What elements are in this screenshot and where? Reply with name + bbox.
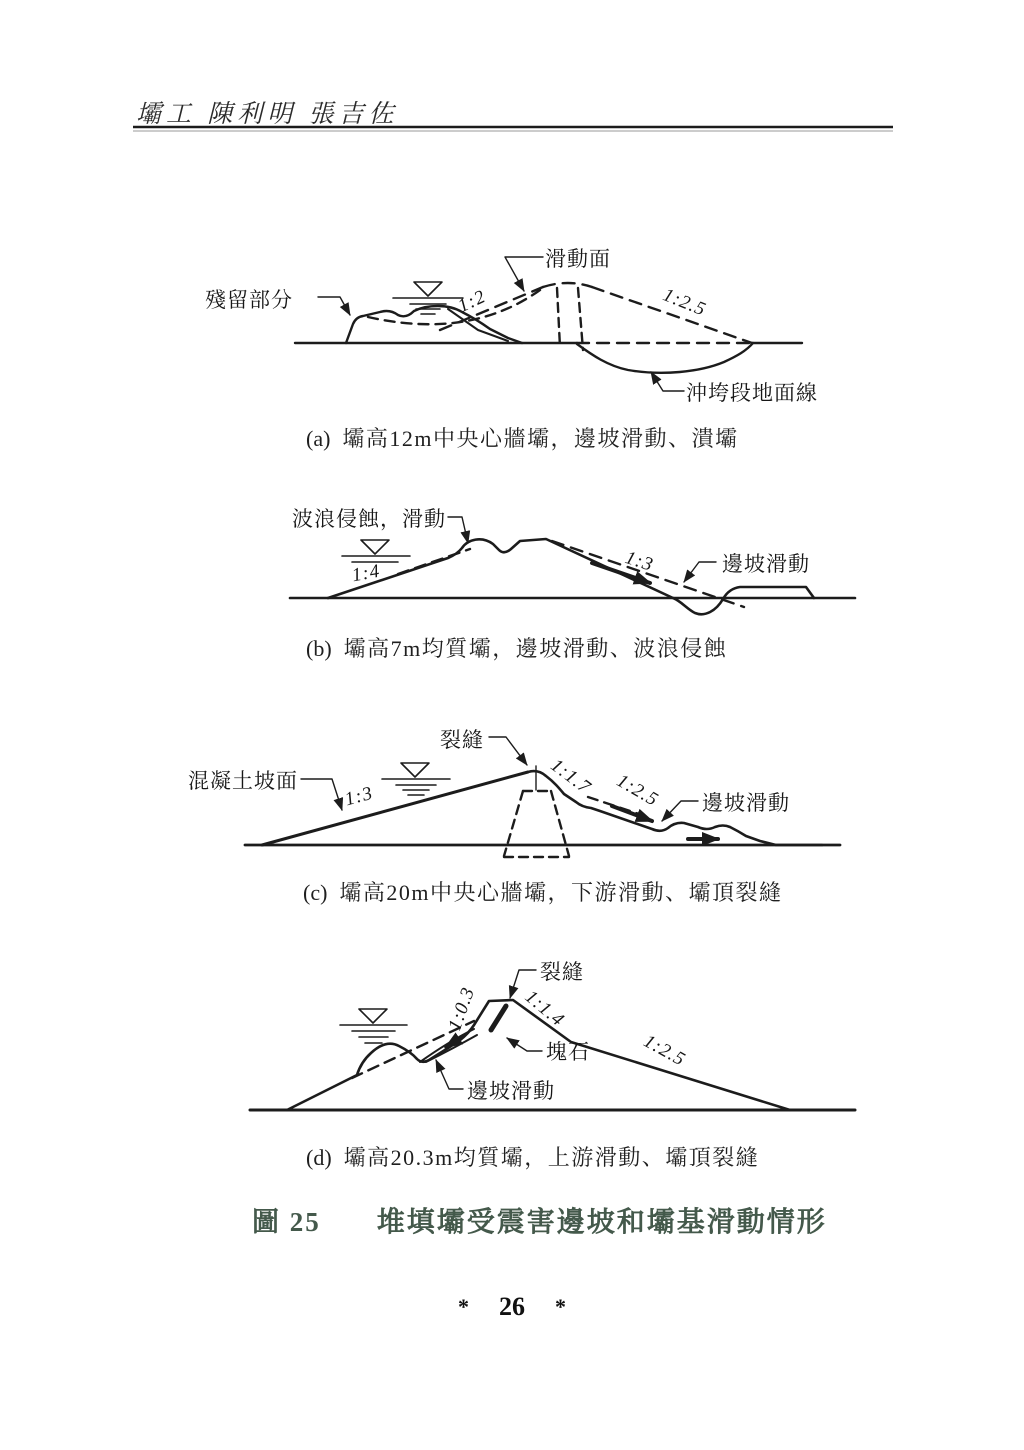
figure-b-caption-tag: (b) <box>306 636 332 661</box>
figure-b-slope-label-downstream: 1:3 <box>622 547 657 576</box>
core-wall-outline <box>504 791 569 857</box>
figure-d-caption-text: 壩高20.3m均質壩，上游滑動、壩頂裂縫 <box>343 1145 760 1170</box>
figure-d-slope-label-upper: 1:1.4 <box>520 986 569 1031</box>
figure-a-label-residual-part: 殘留部分 <box>205 288 293 312</box>
figure-a-caption <box>306 422 739 453</box>
figure-d-label-slope-slide: 邊坡滑動 <box>467 1079 555 1103</box>
footer-right-star: * <box>555 1294 566 1319</box>
figure-a-label-washed-ground: 沖垮段地面線 <box>686 381 818 405</box>
figure-d-slope-label-steep: 1:0.3 <box>444 984 480 1034</box>
page-footer <box>0 1292 1024 1322</box>
figure-a-slope-label-upstream: 1:2 <box>454 286 490 318</box>
figure-title <box>252 1200 827 1240</box>
figure-d-slope-label-downstream: 1:2.5 <box>639 1030 690 1071</box>
water-level-icon <box>342 540 410 562</box>
figure-c-label-crack: 裂縫 <box>440 728 484 752</box>
page-number: 26 <box>499 1292 525 1321</box>
figure-c-slope-label-upstream: 1:3 <box>342 782 376 811</box>
figure-a-slope-label-downstream: 1:2.5 <box>659 284 710 321</box>
figure-a-caption-text: 壩高12m中央心牆壩，邊坡滑動、潰壩 <box>342 426 739 451</box>
figure-d-label-rock-block: 塊石 <box>546 1040 590 1064</box>
water-level-icon <box>340 1009 407 1043</box>
figure-b-leader-lines <box>448 517 716 582</box>
figure-a-drawing <box>295 257 802 391</box>
figure-d-caption <box>306 1141 759 1172</box>
figure-b-label-wave-erosion: 波浪侵蝕，滑動 <box>292 507 446 531</box>
figure-d-caption-tag: (d) <box>306 1145 332 1170</box>
figure-b-caption-text: 壩高7m均質壩，邊坡滑動、波浪侵蝕 <box>343 636 728 661</box>
page-header-title: 壩工 陳利明 張吉佐 <box>136 101 399 128</box>
water-level-icon <box>382 763 450 795</box>
header-rule <box>133 127 893 131</box>
figure-c-label-slope-slide: 邊坡滑動 <box>702 791 790 815</box>
figure-b-label-slope-slide: 邊坡滑動 <box>722 552 810 576</box>
figure-c-caption <box>303 876 783 907</box>
water-level-icon <box>393 282 463 314</box>
figure-d-label-crack: 裂縫 <box>540 960 584 984</box>
figure-a-caption-tag: (a) <box>306 426 331 451</box>
figure-c-label-concrete-face: 混凝土坡面 <box>188 769 298 793</box>
figure-b-slope-label-upstream: 1:4 <box>350 560 382 587</box>
figure-b-caption <box>306 632 727 663</box>
figure-c-caption-text: 壩高20m中央心牆壩，下游滑動、壩頂裂縫 <box>339 880 783 905</box>
figure-c-caption-tag: (c) <box>303 880 328 905</box>
figure-title-text: 堆填壩受震害邊坡和壩基滑動情形 <box>376 1207 827 1238</box>
figure-c-slope-label-crest: 1:1.7 <box>546 754 595 799</box>
footer-left-star: * <box>458 1294 469 1319</box>
figure-a-label-sliding-surface: 滑動面 <box>545 247 611 271</box>
figure-c-slope-label-downstream: 1:2.5 <box>612 770 663 811</box>
figure-title-number: 圖 25 <box>252 1207 321 1237</box>
